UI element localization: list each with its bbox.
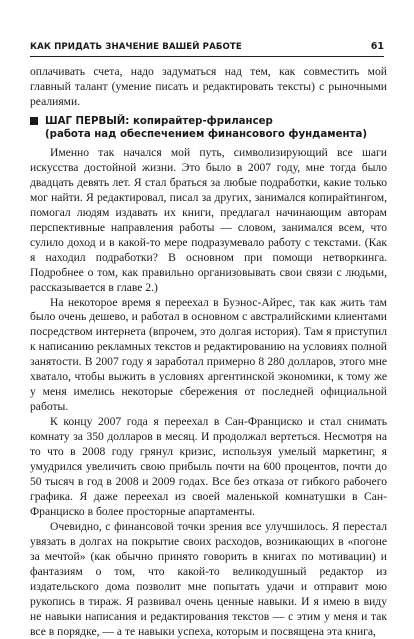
paragraph: Именно так начался мой путь, символизирующий все шаги искусства достойной жизни. Это было в 2007 году, мне тогда было двадцать девять лет. Я стал браться за любые подработки, какие только мог найти. Я редактировал, писал за других, занимался копирайтингом, помогал людям издавать их книги, предлагал начинающим авторам перспективные направления работы — словом, занимался всем, что сулило доход и в какой-то мере подразумевало работу с текстами. (Как я находил подработки? В основном при помощи нетворкинга. Подробнее о том, как правильно организовывать свои связи с людьми, рассказывается в главе 2.) — [30, 146, 387, 294]
section-title-rest: копирайтер-фрилансер — [132, 116, 273, 127]
section-heading — [30, 115, 392, 141]
page-number: 61 — [370, 41, 384, 52]
paragraph: На некоторое время я переехал в Буэнос-Айрес, так как жить там было очень дешево, и работал в основном с австралийскими клиентами посредством интернета (впрочем, это долгая история). Там я приступил к написанию рекламных текстов и редактированию на условиях полной занятости. В 2007 году я заработал примерно 8 280 долларов, этого мне хватало, чтобы выжить в условиях аргентинской экономики, к тому же у меня имелись некоторые сбережения от последней официальной работы. — [30, 295, 387, 414]
section-title-caps: ШАГ ПЕРВЫЙ: — [45, 116, 130, 127]
square-bullet-icon — [30, 117, 38, 125]
main-text — [30, 146, 387, 639]
header-divider — [30, 56, 384, 57]
section-subtitle: (работа над обеспечением финансового фундамента) — [45, 129, 367, 141]
section-title — [30, 115, 392, 128]
running-title: КАК ПРИДАТЬ ЗНАЧЕНИЕ ВАШЕЙ РАБОТЕ — [30, 42, 242, 52]
intro-paragraph: оплачивать счета, надо задуматься над тем, как совместить мой главный талант (умение писать и редактировать тексты) с рыночными реалиями. — [30, 65, 387, 108]
paragraph: Очевидно, с финансовой точки зрения все улучшилось. Я перестал увязать в долгах на покрытие своих расходов, возникающих в «погоне за мечтой» (как обычно принято говорить в книгах по мотивации) и фантазиям о том, что какой-то великодушный редактор из издательского дома позволит мне попытать удачи и отправит мою рукопись в тираж. Я развивал очень ценные навыки. И я имею в виду не навыки написания и редактирования текстов — с этим у меня и так все в порядке, — а те навыки успеха, которым и посвящена эта книга, — [30, 519, 387, 638]
paragraph: К концу 2007 года я переехал в Сан-Франциско и стал снимать комнату за 350 долларов в месяц. И продолжал вертеться. Несмотря на то что в 2008 году грянул кризис, используя умелый маркетинг, я умудрился увеличить свою прибыль почти на 600 процентов, почти до 50 тысяч в год в 2008 и 2009 годах. Все без отказа от гибкого рабочего графика. Я даже переехал из своей маленькой комнатушки в Сан-Франциско в более просторные апартаменты. — [30, 415, 387, 518]
page-header — [30, 41, 384, 57]
intro-paragraph-block — [30, 65, 387, 110]
